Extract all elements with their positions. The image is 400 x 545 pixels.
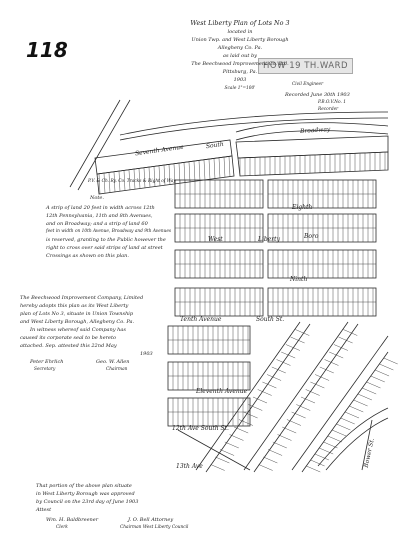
clerk-signature: Wm. H. Baldbreener: [46, 517, 99, 523]
lot-row-broadway-2: [238, 152, 388, 176]
lot-line: [336, 424, 350, 430]
title-line-2: located in: [227, 29, 253, 35]
lot-line: [194, 161, 195, 181]
street-broadway: Broadway: [299, 125, 331, 136]
note-line-7: Crossings as shown on this plan.: [46, 253, 129, 259]
lot-line: [263, 457, 277, 463]
plate-number: 118: [26, 38, 68, 62]
note-line-3: and on Broadway; and a strip of land 60: [46, 221, 148, 227]
lot-line: [315, 454, 329, 460]
note-line-5: is reserved, granting to the Public however the: [46, 237, 166, 243]
lot-line: [230, 435, 244, 441]
secretary-signature: Peter Ehrlich: [30, 359, 64, 365]
title-line-3: Union Twp. and West Liberty Borough: [191, 37, 289, 43]
lot-line: [332, 430, 346, 436]
lot-line: [328, 436, 342, 442]
street-thirteenth-avenue: 13th Ave: [176, 463, 203, 470]
lot-line: [268, 450, 282, 456]
council-chairman-title: Chairman West Liberty Council: [120, 525, 189, 530]
lot-line: [278, 435, 292, 441]
approval-attest: Attest: [36, 507, 52, 513]
recorder-reference: P.B.O.V.No. 1: [318, 100, 346, 105]
lot-line: [384, 358, 398, 364]
lot-line: [286, 345, 300, 351]
chairman-signature: Geo. W. Allen: [96, 359, 130, 365]
railroad-left: [70, 100, 120, 187]
lot-line: [214, 159, 215, 179]
railroad-line-2: [120, 118, 388, 140]
railroad-note: P.V. & Ch. Ry. Co. Tracks & Right of Way: [88, 179, 176, 184]
dedication-line-5: In witness whereof said Company has: [30, 327, 126, 333]
street-ninth: Ninth: [290, 276, 308, 283]
lot-line: [281, 352, 295, 358]
lot-line: [354, 400, 368, 406]
lot-line: [189, 162, 190, 182]
approval-line-3: by Council on the 23rd day of June 1903: [36, 499, 139, 505]
note-heading: Note.: [90, 195, 104, 201]
street-west: West: [208, 236, 223, 243]
lot-line: [349, 406, 363, 412]
lot-line: [306, 466, 320, 472]
street-eighth: Eighth: [292, 204, 313, 211]
dedication-line-8: 1903: [140, 351, 153, 357]
title-line-8: 1903: [233, 77, 247, 83]
street-bower: Bower St.: [362, 437, 376, 469]
dedication-line-1: The Beechwood Improvement Company, Limited: [20, 295, 144, 301]
street-eleventh-avenue: Eleventh Avenue: [196, 388, 248, 395]
lot-line: [258, 390, 272, 396]
title-line-7: Pittsburg, Pa.: [222, 69, 258, 75]
lot-line: [282, 427, 296, 433]
lot-line: [215, 457, 229, 463]
title-line-4: Allegheny Co. Pa.: [217, 45, 263, 51]
lot-line: [310, 382, 324, 388]
recorded-date: Recorded June 30th 1903: [285, 92, 350, 98]
lot-line: [262, 382, 276, 388]
street-south-st: South St.: [256, 316, 285, 323]
lot-line: [371, 376, 385, 382]
recorder-title: Recorder: [318, 107, 339, 112]
lot-line: [209, 159, 210, 179]
lot-line: [277, 360, 291, 366]
curved-lots: [318, 408, 388, 466]
secretary-title: Secretary: [34, 367, 56, 372]
lot-line: [234, 427, 248, 433]
lot-line: [306, 390, 320, 396]
lot-line: [224, 158, 225, 178]
council-chairman-signature: J. O. Bell Attorney: [128, 517, 174, 523]
lot-line: [334, 345, 348, 351]
lot-line: [273, 442, 287, 448]
lot-line: [345, 412, 359, 418]
street-seventh-avenue: Seventh Avenue: [134, 143, 185, 158]
scale-note: Scale 1"=100': [224, 86, 256, 91]
clerk-title: Clerk: [56, 525, 68, 530]
lot-line: [329, 352, 343, 358]
lot-line: [211, 465, 225, 471]
street-twelfth-avenue: 12th Ave South St.: [172, 425, 229, 432]
lot-line: [229, 157, 230, 177]
approval-line-2: in West Liberty Borough was approved: [36, 491, 135, 497]
lot-line: [325, 360, 339, 366]
approval-line-1: That portion of the above plan situate: [36, 483, 132, 489]
lot-line: [367, 382, 381, 388]
title-line-5: as laid out by: [223, 53, 257, 59]
lot-line: [219, 158, 220, 178]
note-line-6: right to cross over said strips of land at street: [46, 245, 163, 251]
dedication-line-4: and West Liberty Borough, Allegheny Co. Pa.: [20, 319, 135, 325]
street-south-upper: South: [205, 140, 225, 151]
lot-line: [259, 465, 273, 471]
lot-line: [324, 442, 338, 448]
dedication-line-7: attached. Sep. attested this 22nd May: [20, 343, 117, 349]
title-line-1: West Liberty Plan of Lots No 3: [190, 19, 290, 27]
dedication-line-6: caused its corporate seal to be hereto: [20, 335, 117, 341]
lot-lines: [99, 152, 398, 472]
lot-row-seventh-2: [97, 156, 234, 194]
dedication-line-3: plan of Lots No 3, situate in Union Township: [20, 311, 134, 317]
note-line-1: A strip of land 20 feet in width across 12th: [46, 205, 155, 211]
street-boro: Boro: [304, 233, 319, 240]
title-line-6: The Beechwood Improvement Co. Ltd.: [191, 61, 289, 67]
lot-line: [199, 161, 200, 181]
lot-line: [362, 388, 376, 394]
lot-line: [179, 163, 180, 183]
lot-line: [204, 160, 205, 180]
lot-line: [341, 418, 355, 424]
lot-line: [379, 364, 393, 370]
lot-line: [358, 394, 372, 400]
street-tenth-avenue: Tenth Avenue: [180, 316, 222, 323]
note-line-4: feet in width on 10th Avenue, Broadway and 9th Avenues: [46, 229, 172, 234]
lot-line: [225, 442, 239, 448]
street-liberty: Liberty: [258, 236, 280, 243]
ward-stamp: HOW 19 TH.WARD: [258, 58, 353, 74]
chairman-title: Chairman: [106, 367, 128, 372]
lot-line: [375, 370, 389, 376]
note-line-2: 12th Pennsylvania, 11th and 8th Avenues,: [46, 213, 153, 219]
lot-line: [296, 405, 310, 411]
engineer-title: Civil Engineer: [292, 82, 324, 87]
dedication-line-2: hereby adopts this plan as its West Liberty: [20, 303, 129, 309]
